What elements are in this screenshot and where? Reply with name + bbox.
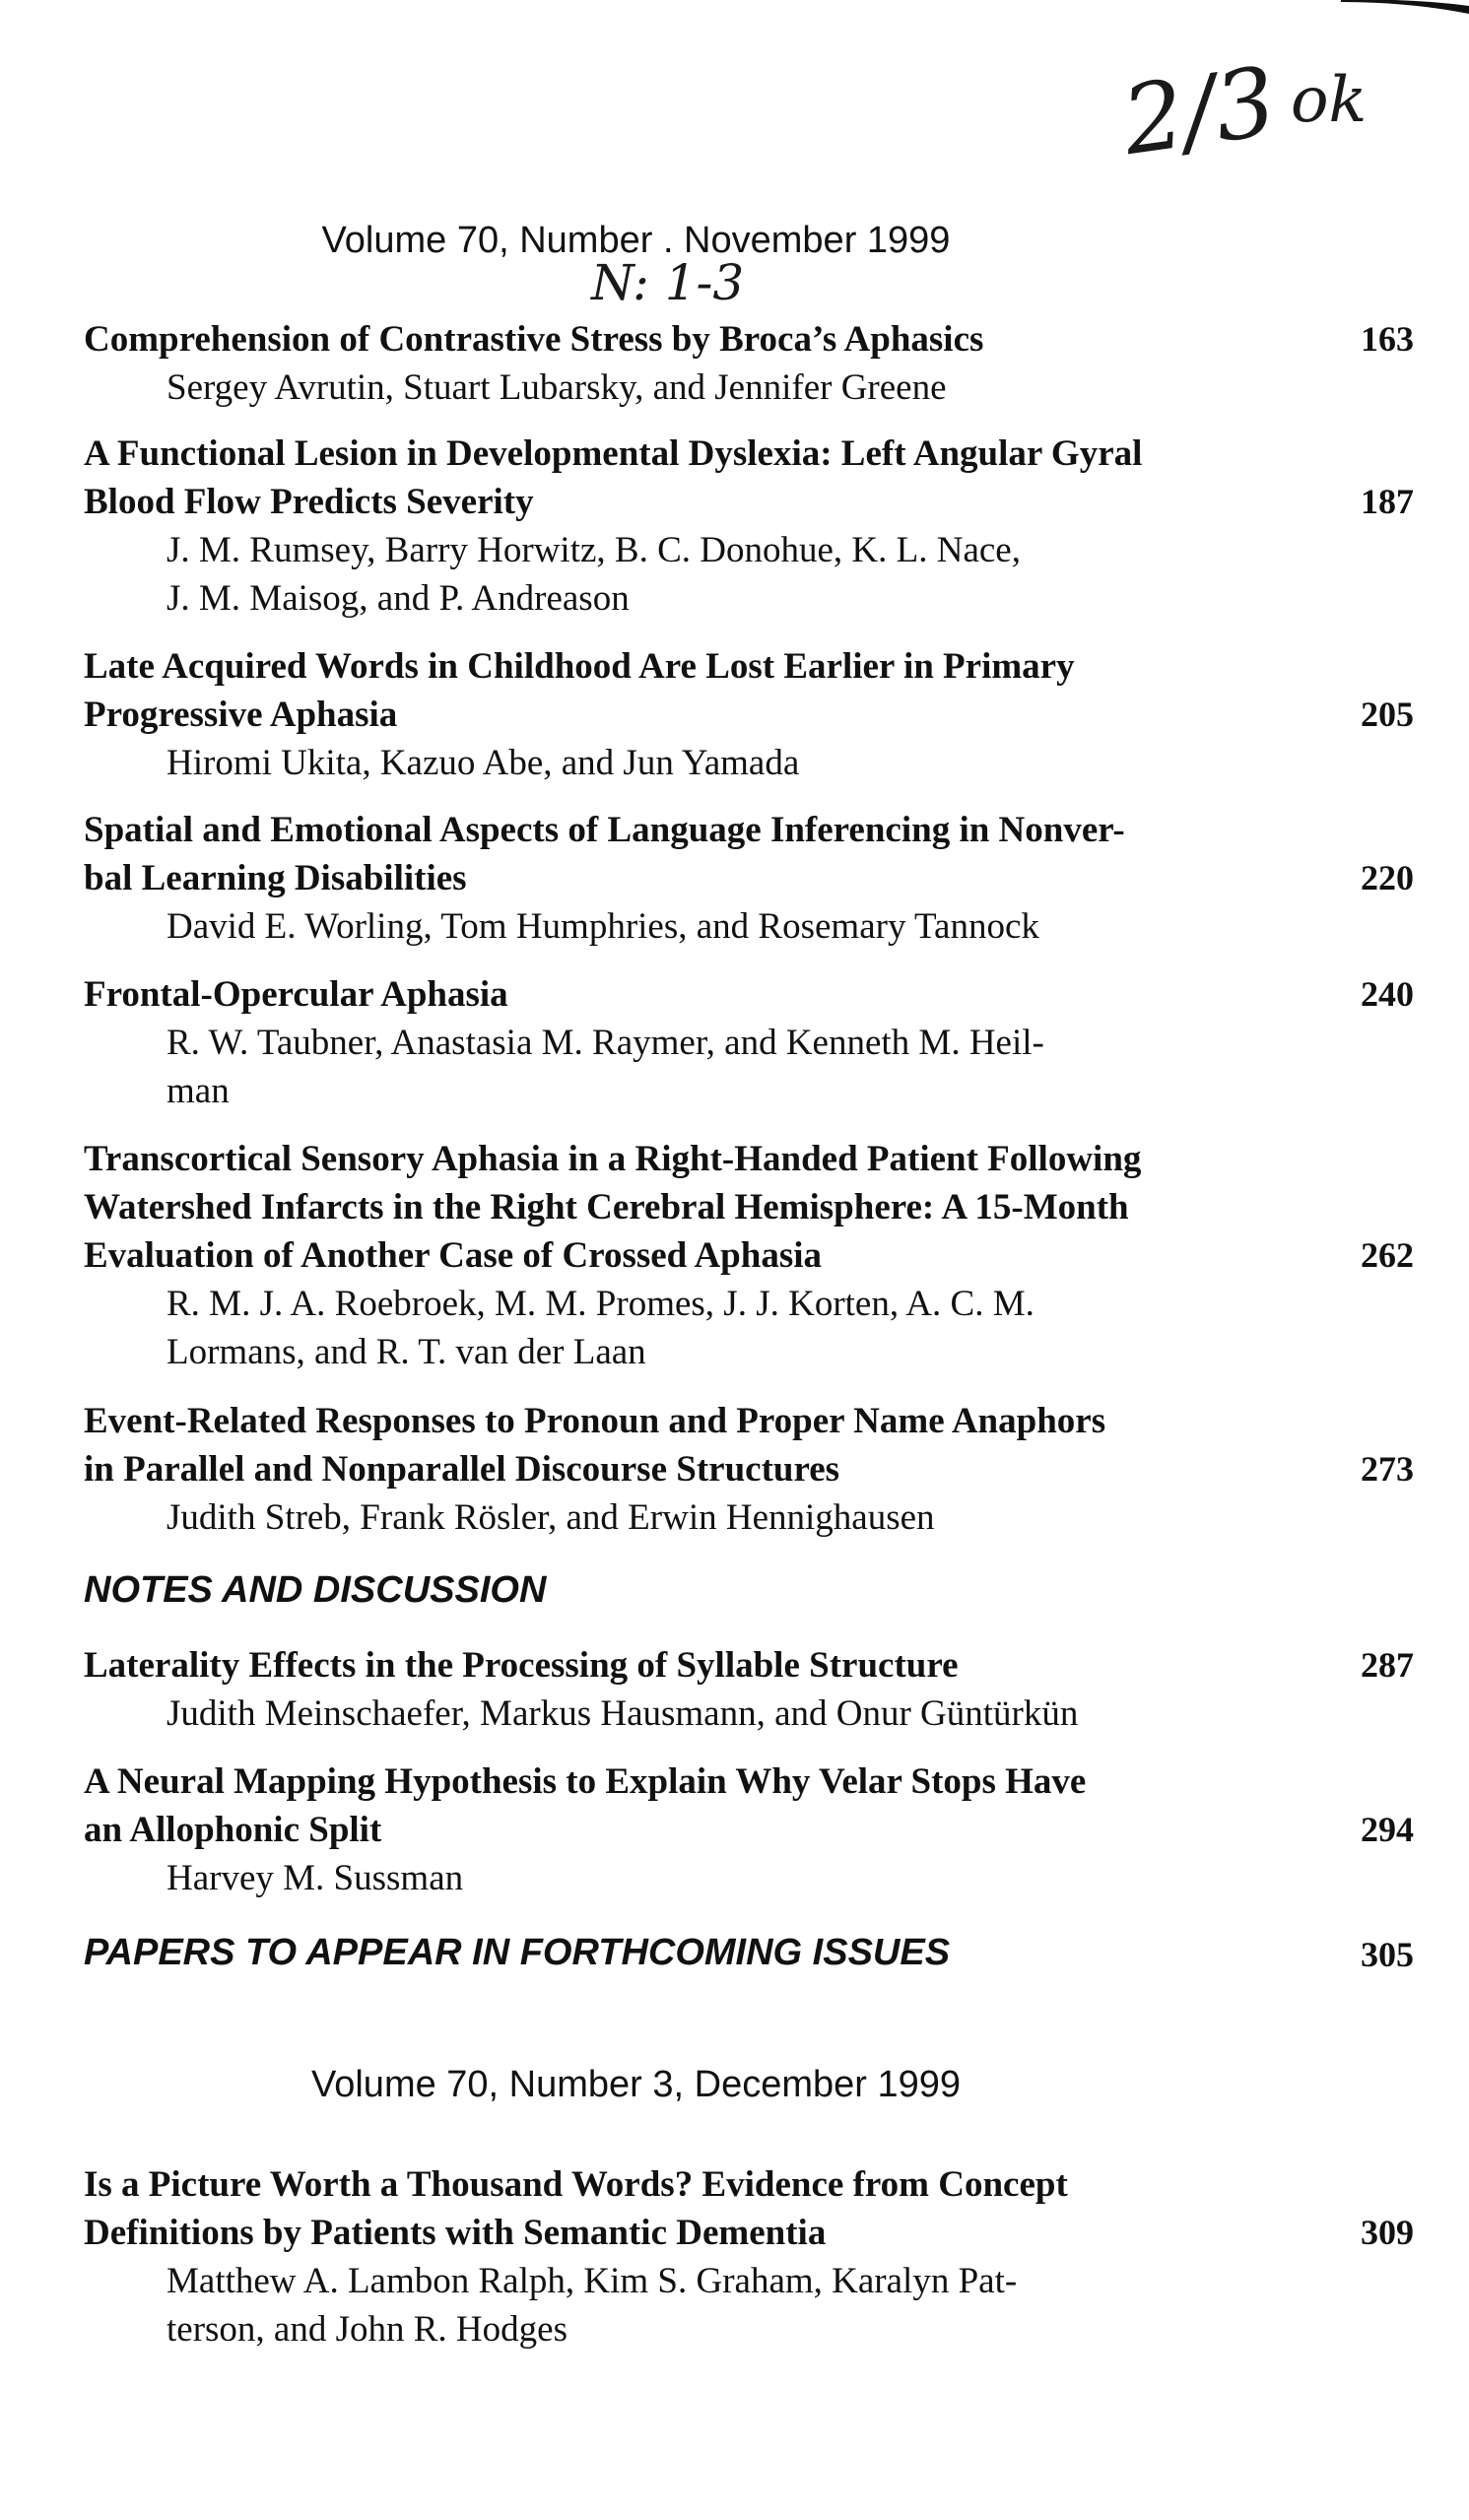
entry-authors: Harvey M. Sussman xyxy=(167,1858,464,1898)
page-number: 220 xyxy=(1361,858,1414,897)
toc-entry xyxy=(84,1397,1414,1542)
page-number: 240 xyxy=(1361,974,1414,1014)
section-heading-notes: NOTES AND DISCUSSION xyxy=(84,1569,547,1611)
corner-scan-mark xyxy=(1341,0,1469,30)
entry-authors: Judith Streb, Frank Rösler, and Erwin Hennighausen xyxy=(167,1497,935,1538)
volume-heading-november: Volume 70, Number . November 1999 xyxy=(321,220,951,261)
entry-title: Laterality Effects in the Processing of Syllable Structure 287 xyxy=(84,1641,1414,1690)
page-number: 294 xyxy=(1361,1810,1414,1849)
entry-title: Comprehension of Contrastive Stress by Broca’s Aphasics 163 xyxy=(84,315,1414,364)
entry-title: Is a Picture Worth a Thousand Words? Evidence from Concept xyxy=(84,2164,1068,2205)
toc-entry xyxy=(84,1135,1414,1376)
page-number: 262 xyxy=(1361,1235,1414,1275)
page-number: 273 xyxy=(1361,1449,1414,1489)
toc-entry xyxy=(84,806,1414,951)
entry-authors: Hiromi Ukita, Kazuo Abe, and Jun Yamada xyxy=(167,743,800,783)
entry-title: Evaluation of Another Case of Crossed Aphasia 262 xyxy=(84,1231,1414,1280)
entry-authors: terson, and John R. Hodges xyxy=(167,2309,568,2350)
entry-title: Watershed Infarcts in the Right Cerebral Hemisphere: A 15-Month xyxy=(84,1187,1129,1227)
page-number: 305 xyxy=(1361,1935,1414,1974)
entry-title: an Allophonic Split 294 xyxy=(84,1806,1414,1854)
toc-entry xyxy=(84,430,1414,623)
toc-entry xyxy=(84,970,1414,1115)
entry-authors: R. W. Taubner, Anastasia M. Raymer, and Kenneth M. Heil- xyxy=(167,1023,1044,1063)
handwritten-fraction: 2/3 xyxy=(1115,45,1283,177)
entry-title: Spatial and Emotional Aspects of Language Inferencing in Nonver- xyxy=(84,810,1125,850)
toc-entry xyxy=(84,315,1414,412)
entry-authors: Matthew A. Lambon Ralph, Kim S. Graham, Karalyn Pat- xyxy=(167,2261,1018,2301)
toc-entry xyxy=(84,1641,1414,1738)
entry-authors: J. M. Maisog, and P. Andreason xyxy=(167,578,630,619)
entry-authors: R. M. J. A. Roebroek, M. M. Promes, J. J. Korten, A. C. M. xyxy=(167,1284,1035,1324)
entry-authors: Lormans, and R. T. van der Laan xyxy=(167,1332,646,1372)
entry-title: in Parallel and Nonparallel Discourse Structures 273 xyxy=(84,1445,1414,1493)
toc-entry xyxy=(84,1757,1414,1902)
entry-title: Progressive Aphasia 205 xyxy=(84,691,1414,739)
toc-entry xyxy=(84,2160,1414,2354)
entry-authors: Judith Meinschaefer, Markus Hausmann, and Onur Güntürkün xyxy=(167,1693,1079,1734)
page-number: 187 xyxy=(1361,482,1414,521)
page-number: 163 xyxy=(1361,319,1414,359)
entry-title: Definitions by Patients with Semantic Dementia 309 xyxy=(84,2209,1414,2257)
entry-authors: J. M. Rumsey, Barry Horwitz, B. C. Donohue, K. L. Nace, xyxy=(167,530,1021,570)
entry-title: Blood Flow Predicts Severity 187 xyxy=(84,478,1414,526)
entry-title: A Neural Mapping Hypothesis to Explain Why Velar Stops Have xyxy=(84,1761,1087,1802)
page-number: 309 xyxy=(1361,2213,1414,2252)
entry-authors: David E. Worling, Tom Humphries, and Rosemary Tannock xyxy=(167,906,1039,947)
entry-title: Transcortical Sensory Aphasia in a Right-Handed Patient Following xyxy=(84,1139,1142,1179)
page-number: 287 xyxy=(1361,1645,1414,1685)
toc-entry xyxy=(84,642,1414,787)
entry-title: Frontal-Opercular Aphasia 240 xyxy=(84,970,1414,1019)
entry-title: Late Acquired Words in Childhood Are Lost Earlier in Primary xyxy=(84,646,1075,687)
entry-title: A Functional Lesion in Developmental Dyslexia: Left Angular Gyral xyxy=(84,433,1143,474)
entry-title: Event-Related Responses to Pronoun and Proper Name Anaphors xyxy=(84,1401,1106,1441)
entry-authors: man xyxy=(167,1071,230,1111)
handwritten-ok: ok xyxy=(1291,64,1368,137)
page-number: 205 xyxy=(1361,695,1414,734)
volume-heading-december: Volume 70, Number 3, December 1999 xyxy=(310,2064,962,2105)
entry-title: bal Learning Disabilities 220 xyxy=(84,854,1414,902)
entry-authors: Sergey Avrutin, Stuart Lubarsky, and Jennifer Greene xyxy=(167,367,947,408)
handwritten-issue-number: N: 1-3 xyxy=(591,254,745,311)
section-heading-forthcoming: PAPERS TO APPEAR IN FORTHCOMING ISSUES xyxy=(84,1932,951,1973)
